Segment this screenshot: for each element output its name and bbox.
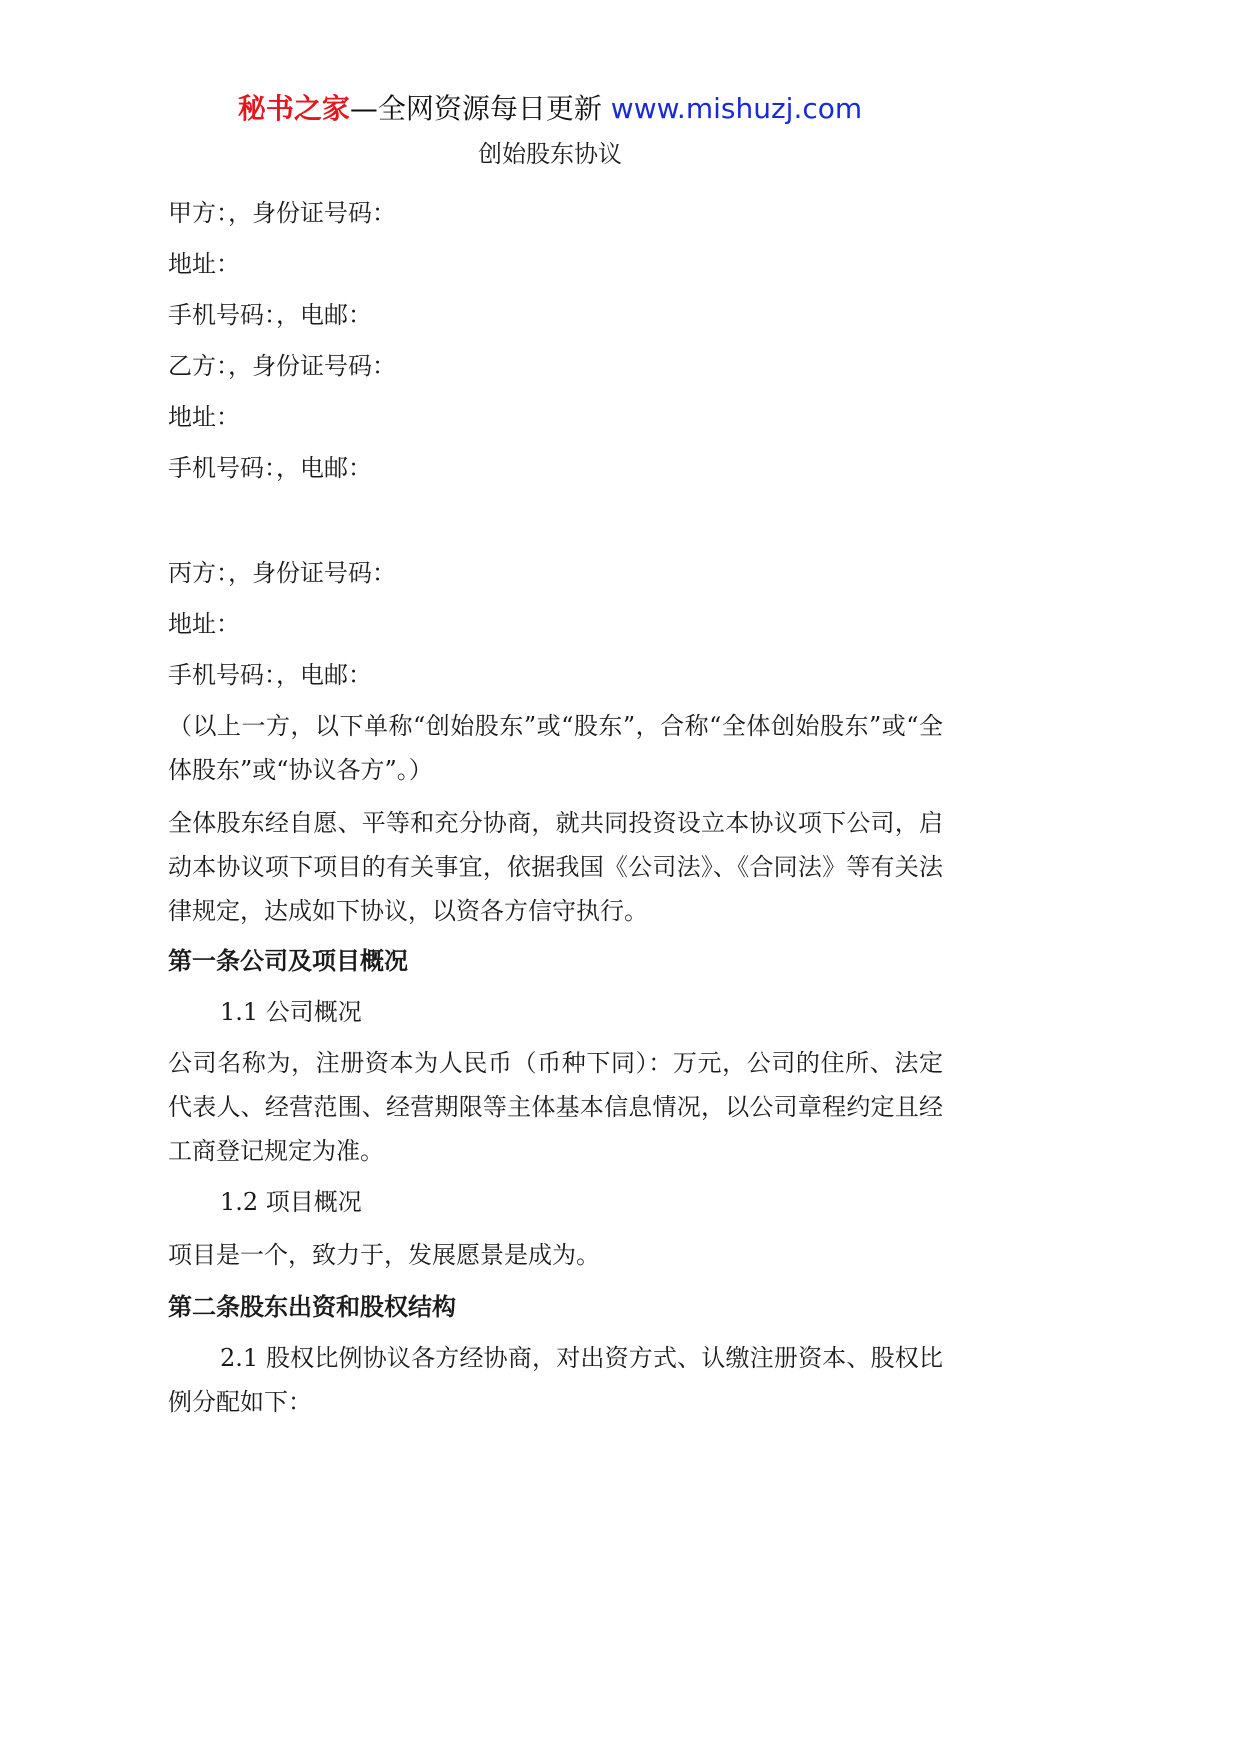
party-b-address: 地址：: [168, 403, 240, 431]
party-b-contact: 手机号码：，电邮：: [168, 454, 372, 482]
section-2-1-body: 2.1 股权比例协议各方经协商，对出资方式、认缴注册资本、股权比例分配如下：: [168, 1344, 943, 1416]
article-1-heading: 第一条公司及项目概况: [168, 947, 408, 975]
party-c-id-line: 丙方：，身份证号码：: [168, 559, 396, 587]
party-c-contact: 手机号码：，电邮：: [168, 661, 372, 689]
banner-tagline: —全网资源每日更新: [349, 92, 602, 125]
section-1-1-title: 1.1 公司概况: [220, 998, 362, 1026]
party-a-address: 地址：: [168, 250, 240, 278]
banner-url-link[interactable]: www.mishuzj.com: [610, 92, 863, 125]
party-a-id-line: 甲方：，身份证号码：: [168, 199, 396, 227]
party-c-address: 地址：: [168, 610, 240, 638]
banner-brand: 秘书之家: [237, 92, 350, 125]
preamble-paragraph: 全体股东经自愿、平等和充分协商，就共同投资设立本协议项下公司，启动本协议项下项目的有关事宜，依据我国《公司法》、《合同法》等有关法律规定，达成如下协议，以资各方信守执行。: [168, 809, 943, 925]
section-1-2-body: 项目是一个，致力于，发展愿景是成为。: [168, 1241, 600, 1269]
site-banner: [0, 89, 1100, 129]
party-b-id-line: 乙方：，身份证号码：: [168, 352, 396, 380]
document-title: 创始股东协议: [478, 140, 622, 168]
section-1-2-title: 1.2 项目概况: [220, 1188, 362, 1216]
party-a-contact: 手机号码：，电邮：: [168, 301, 372, 329]
definition-note: （以上一方，以下单称“创始股东”或“股东”，合称“全体创始股东”或“全体股东”或“协议各方”。）: [168, 712, 943, 784]
article-2-heading: 第二条股东出资和股权结构: [168, 1293, 456, 1321]
section-1-1-body: 公司名称为，注册资本为人民币（币种下同）：万元，公司的住所、法定代表人、经营范围、经营期限等主体基本信息情况，以公司章程约定且经工商登记规定为准。: [168, 1049, 943, 1165]
